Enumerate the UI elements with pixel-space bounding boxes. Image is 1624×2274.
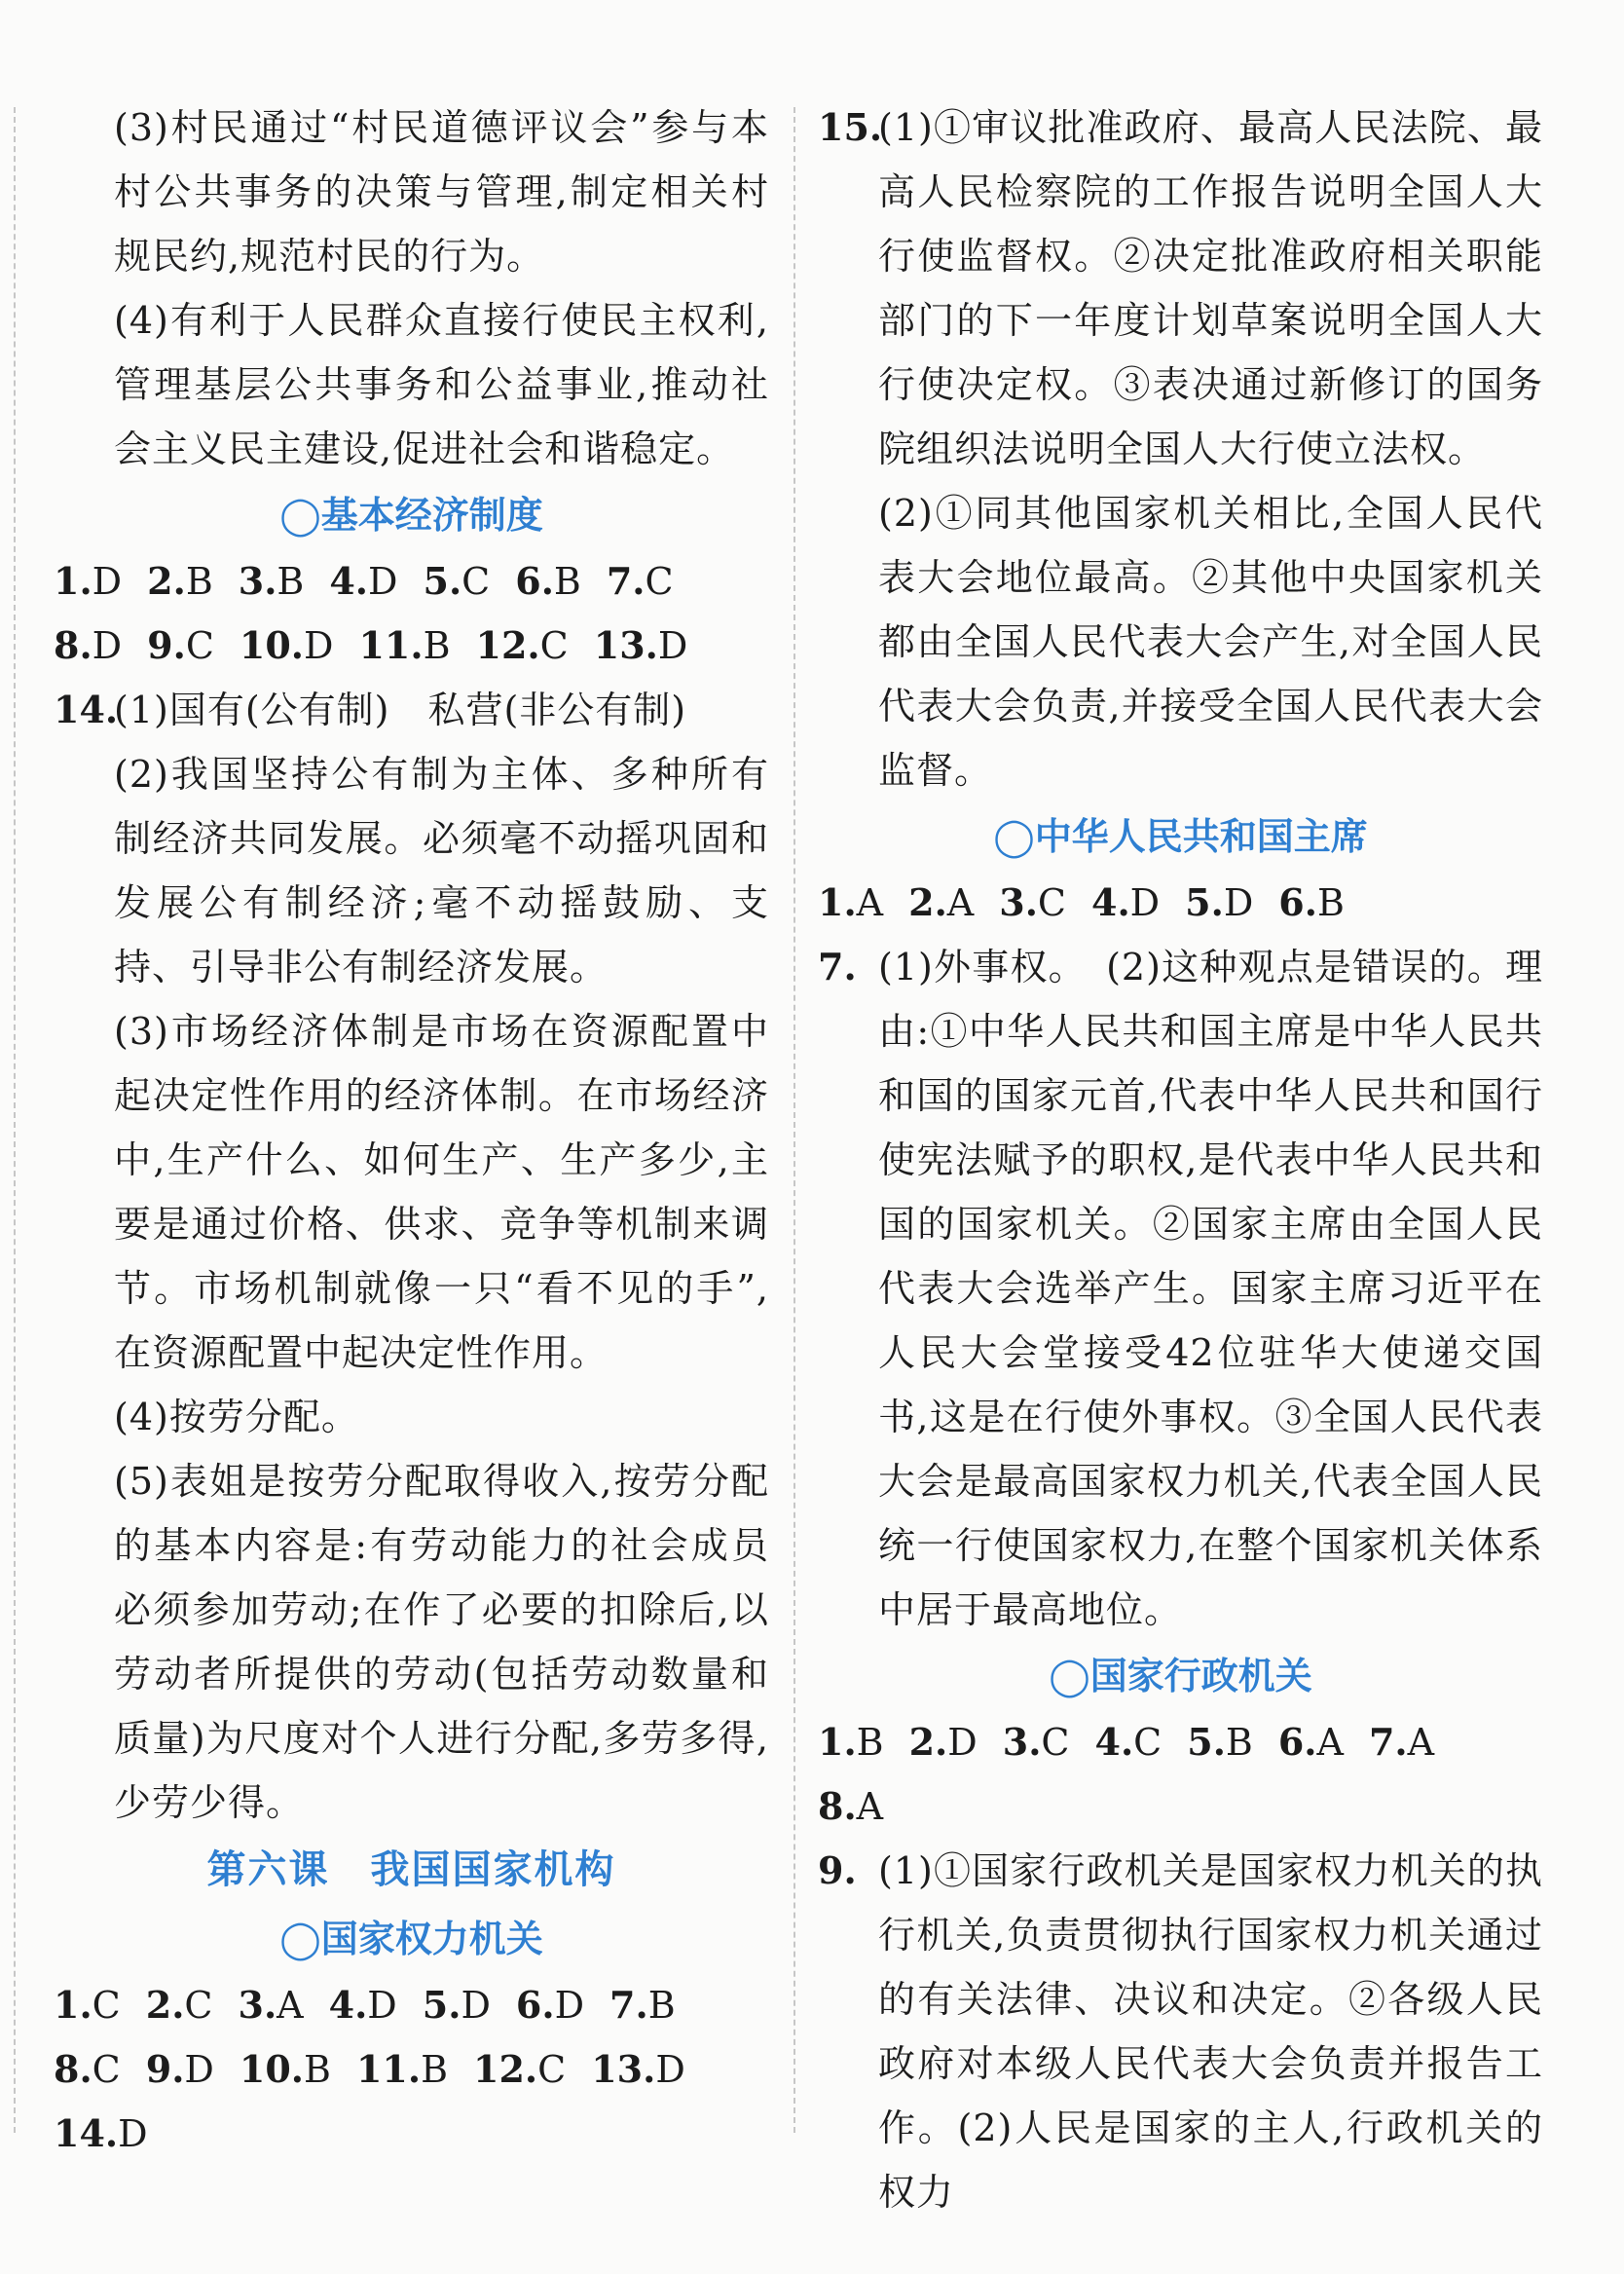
- section-title-state-admin-organs: ◯国家行政机关: [1049, 1655, 1312, 1697]
- answer-row: [54, 2102, 769, 2166]
- q14-part1: (1)国有(公有制) 私营(非公有制): [114, 689, 687, 731]
- answer-number: 9.: [145, 2047, 185, 2091]
- answer-letter: D: [367, 1984, 397, 2027]
- answer-choice: [240, 2037, 331, 2102]
- answer-choice: [356, 2037, 448, 2102]
- answer-number: 1.: [818, 880, 857, 924]
- answer-letter: D: [1129, 881, 1161, 924]
- question-7: [818, 935, 1543, 1642]
- answer-number: 6.: [515, 559, 554, 603]
- answer-choice: [239, 1973, 304, 2037]
- answer-number: 13.: [593, 623, 658, 667]
- q13-part3: (3)村民通过“村民道德评议会”参与本村公共事务的决策与管理,制定相关村规民约,规范村民的行为。: [114, 106, 769, 278]
- q15-part1: (1)①审议批准政府、最高人民法院、最高人民检察院的工作报告说明全国人大行使监督权。②决定批准政府相关职能部门的下一年度计划草案说明全国人大行使决定权。③表决通过新修订的国务院组织法说明全国人大行使立法权。: [878, 106, 1543, 470]
- answer-letter: A: [277, 1984, 304, 2027]
- q14-part2: (2)我国坚持公有制为主体、多种所有制经济共同发展。必须毫不动摇巩固和发展公有制经济;毫不动摇鼓励、支持、引导非公有制经济发展。: [114, 753, 769, 988]
- answer-number: 2.: [908, 880, 947, 924]
- answer-number: 10.: [239, 2047, 305, 2091]
- answer-letter: A: [856, 1785, 884, 1828]
- answer-number: 3.: [238, 1983, 277, 2027]
- answer-choice: [358, 614, 450, 678]
- left-column: [54, 95, 769, 2166]
- answer-letter: D: [92, 624, 123, 667]
- answer-number: 4.: [328, 1983, 368, 2027]
- answer-number: 11.: [355, 2047, 422, 2091]
- answer-letter: B: [423, 624, 451, 667]
- answer-number: 14.: [54, 2111, 119, 2155]
- answer-number: 3.: [238, 559, 277, 603]
- answer-number: 1.: [54, 1983, 92, 2027]
- answer-letter: C: [537, 2048, 567, 2091]
- question-14: [54, 678, 769, 1835]
- answer-number: 2.: [147, 559, 186, 603]
- answer-letter: B: [1316, 881, 1345, 924]
- answer-choice: [1187, 1710, 1253, 1774]
- answer-choice: [1369, 1710, 1434, 1774]
- answer-row: [54, 614, 769, 678]
- question-15: [818, 95, 1543, 802]
- answer-number: 3.: [1002, 1720, 1042, 1764]
- answer-number: 6.: [515, 1983, 555, 2027]
- answer-row: [818, 871, 1543, 935]
- answer-number: 5.: [422, 1983, 461, 2027]
- answer-choice: [329, 549, 397, 614]
- lesson-title: 第六课 我国国家机构: [206, 1847, 616, 1892]
- column-divider-dashed-line: [794, 107, 795, 2133]
- answer-number: 5.: [423, 559, 462, 603]
- answer-choice: [239, 549, 305, 614]
- answer-letter: B: [647, 1984, 676, 2027]
- answer-row: [54, 2037, 769, 2102]
- answer-choice: [609, 1973, 676, 2037]
- q14-part4: (4)按劳分配。: [114, 1396, 359, 1438]
- answer-letter: A: [1316, 1721, 1344, 1764]
- answer-number: 2.: [908, 1720, 948, 1764]
- answer-letter: A: [946, 881, 975, 924]
- answer-choice: [1278, 1710, 1344, 1774]
- answer-letter: C: [539, 624, 569, 667]
- answer-row: [818, 1774, 1543, 1839]
- question-number: 9.: [818, 1848, 857, 1892]
- answer-choice: [1278, 871, 1345, 935]
- answer-choice: [473, 2037, 566, 2102]
- answer-choice: [1003, 1710, 1070, 1774]
- answer-letter: B: [277, 560, 305, 603]
- answer-choice: [908, 871, 974, 935]
- answer-letter: C: [1133, 1721, 1163, 1764]
- answer-number: 11.: [358, 623, 424, 667]
- answer-choice: [909, 1710, 978, 1774]
- answer-choice: [818, 871, 883, 935]
- section-title-state-power-organs: ◯国家权力机关: [279, 1918, 543, 1960]
- answer-choice: [476, 614, 569, 678]
- answer-choice: [240, 614, 334, 678]
- answer-choice: [607, 549, 674, 614]
- right-column: [818, 95, 1543, 2224]
- answer-number: 2.: [145, 1983, 185, 2027]
- answer-choice: [54, 549, 122, 614]
- answer-number: 7.: [606, 559, 646, 603]
- answer-letter: C: [461, 560, 491, 603]
- answer-number: 7.: [1368, 1720, 1408, 1764]
- answer-letter: C: [92, 1984, 121, 2027]
- q14-part3: (3)市场经济体制是市场在资源配置中起决定性作用的经济体制。在市场经济中,生产什么、如何生产、生产多少,主要是通过价格、供求、竞争等机制来调节。市场机制就像一只“看不见的手”,在资源配置中起决定性作用。: [114, 1010, 769, 1374]
- answer-number: 6.: [1278, 880, 1317, 924]
- answer-number: 3.: [999, 880, 1038, 924]
- question-9: [818, 1839, 1543, 2224]
- answer-choice: [818, 1710, 884, 1774]
- answer-letter: C: [1037, 881, 1066, 924]
- answer-choice: [147, 614, 214, 678]
- answer-number: 5.: [1187, 1720, 1226, 1764]
- answer-letter: D: [368, 560, 398, 603]
- answer-choice: [54, 614, 122, 678]
- answer-letter: D: [184, 2048, 214, 2091]
- answer-letter: D: [655, 2048, 685, 2091]
- question-number: 14.: [54, 688, 119, 731]
- answer-choice: [54, 1973, 121, 2037]
- answer-choice: [329, 1973, 397, 2037]
- answer-number: 5.: [1185, 880, 1224, 924]
- answer-letter: B: [553, 560, 581, 603]
- answer-letter: D: [1223, 881, 1254, 924]
- answer-choice: [423, 1973, 491, 2037]
- q9-answer: (1)①国家行政机关是国家权力机关的执行机关,负责贯彻执行国家权力机关通过的有关法律、决议和决定。②各级人民政府对本级人民代表大会负责并报告工作。(2)人民是国家的主人,行政机关的权力: [878, 1849, 1543, 2214]
- answer-number: 12.: [473, 2047, 538, 2091]
- answer-number: 13.: [591, 2047, 656, 2091]
- answer-letter: B: [421, 2048, 449, 2091]
- answer-choice: [1091, 871, 1160, 935]
- answer-choice: [54, 2037, 121, 2102]
- answer-number: 8.: [818, 1784, 857, 1828]
- q15-part2: (2)①同其他国家机关相比,全国人民代表大会地位最高。②其他中央国家机关都由全国人民代表大会产生,对全国人民代表大会负责,并接受全国人民代表大会监督。: [878, 492, 1543, 792]
- q14-part5: (5)表姐是按劳分配取得收入,按劳分配的基本内容是:有劳动能力的社会成员必须参加劳动;在作了必要的扣除后,以劳动者所提供的劳动(包括劳动数量和质量)为尺度对个人进行分配,多劳多得,少劳少得。: [114, 1460, 769, 1824]
- answer-choice: [147, 549, 213, 614]
- answer-number: 12.: [475, 623, 540, 667]
- answer-letter: B: [1225, 1721, 1253, 1764]
- question-number: 15.: [818, 105, 883, 149]
- answer-choice: [146, 1973, 213, 2037]
- answer-letter: D: [554, 1984, 585, 2027]
- answer-letter: D: [304, 624, 334, 667]
- answer-letter: D: [92, 560, 123, 603]
- answer-number: 1.: [818, 1720, 857, 1764]
- left-margin-dashed-line: [14, 107, 16, 2133]
- answer-choice: [999, 871, 1066, 935]
- answer-letter: B: [185, 560, 213, 603]
- answer-letter: B: [856, 1721, 884, 1764]
- answer-number: 10.: [239, 623, 305, 667]
- answer-choice: [516, 1973, 584, 2037]
- answer-letter: D: [461, 1984, 491, 2027]
- answer-number: 4.: [329, 559, 369, 603]
- answer-choice: [424, 549, 491, 614]
- answer-number: 4.: [1094, 1720, 1134, 1764]
- answer-number: 1.: [54, 559, 92, 603]
- answer-letter: C: [92, 2048, 121, 2091]
- answer-choice: [1185, 871, 1253, 935]
- answer-letter: D: [118, 2112, 148, 2155]
- section-title-prc-president: ◯中华人民共和国主席: [993, 815, 1368, 858]
- question-number: 7.: [818, 945, 857, 988]
- answer-number: 8.: [54, 2047, 92, 2091]
- answer-number: 6.: [1277, 1720, 1317, 1764]
- answer-row: [818, 1710, 1543, 1774]
- answer-letter: C: [185, 624, 214, 667]
- answer-choice: [146, 2037, 214, 2102]
- answer-letter: D: [657, 624, 688, 667]
- answer-letter: B: [304, 2048, 331, 2091]
- answer-number: 7.: [609, 1983, 648, 2027]
- answer-letter: C: [645, 560, 674, 603]
- q13-part4: (4)有利于人民群众直接行使民主权利,管理基层公共事务和公益事业,推动社会主义民主建设,促进社会和谐稳定。: [114, 299, 769, 470]
- answer-choice: [1095, 1710, 1163, 1774]
- answer-choice: [591, 2037, 685, 2102]
- answer-number: 9.: [147, 623, 186, 667]
- answer-choice: [594, 614, 688, 678]
- answer-letter: A: [856, 881, 884, 924]
- answer-number: 4.: [1091, 880, 1130, 924]
- section-title-basic-economic-system: ◯基本经济制度: [279, 494, 543, 537]
- answer-number: 8.: [54, 623, 92, 667]
- answer-choice: [515, 549, 581, 614]
- answer-letter: D: [947, 1721, 978, 1764]
- answer-letter: A: [1407, 1721, 1435, 1764]
- answer-letter: C: [1041, 1721, 1070, 1764]
- answer-choice: [54, 2102, 148, 2166]
- answer-choice: [818, 1774, 883, 1839]
- q7-answer: (1)外事权。 (2)这种观点是错误的。理由:①中华人民共和国主席是中华人民共和国的国家元首,代表中华人民共和国行使宪法赋予的职权,是代表中华人民共和国的国家机关。②国家主席由全国人民代表大会选举产生。国家主席习近平在人民大会堂接受42位驻华大使递交国书,这是在行使外事权。③全国人民代表大会是最高国家权力机关,代表全国人民统一行使国家权力,在整个国家机关体系中居于最高地位。: [878, 946, 1543, 1631]
- answer-row: [54, 549, 769, 614]
- answer-letter: C: [184, 1984, 213, 2027]
- answer-row: [54, 1973, 769, 2037]
